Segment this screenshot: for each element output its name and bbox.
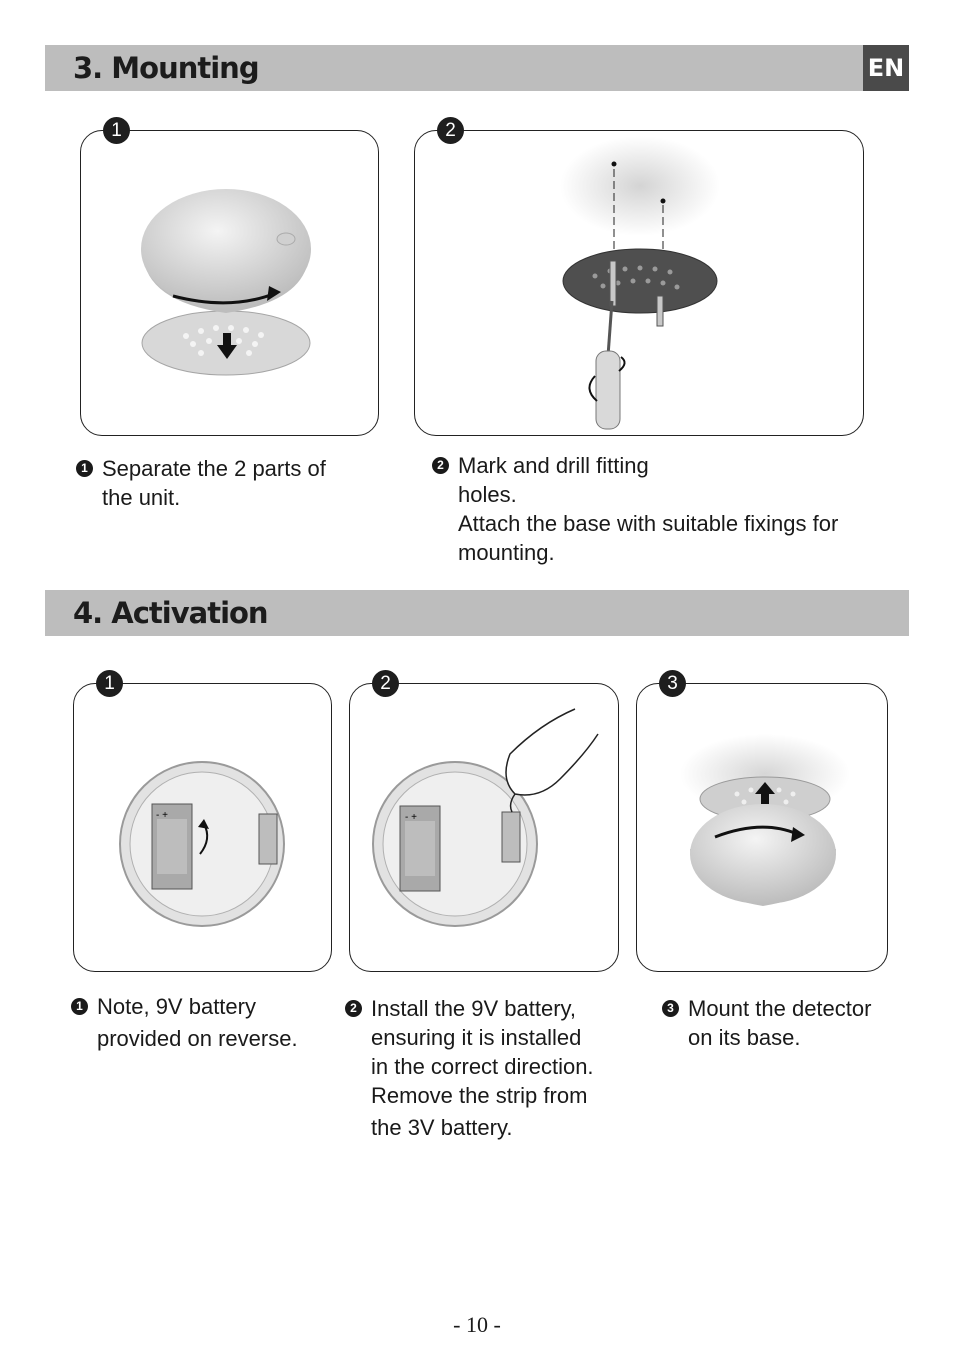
caption-line: ensuring it is installed xyxy=(371,1025,582,1050)
caption-line: Separate the 2 parts of xyxy=(102,456,326,481)
section-title-activation: 4. Activation xyxy=(73,596,268,630)
section-header-mounting xyxy=(45,45,909,91)
battery-compartment-illustration xyxy=(74,684,331,971)
caption-line: Mount the detector xyxy=(688,996,872,1021)
step-number-badge: 1 xyxy=(103,117,130,144)
step-marker: 2 xyxy=(345,1000,362,1017)
caption-line: Attach the base with suitable fixings for xyxy=(458,511,839,536)
svg-text:- +: - + xyxy=(156,810,168,821)
step-number-badge: 3 xyxy=(659,670,686,697)
caption-line: Note, 9V battery xyxy=(97,994,256,1019)
section-title-mounting: 3. Mounting xyxy=(73,51,259,85)
activation-step-3-caption xyxy=(662,994,871,1052)
detector-separate-base-illustration xyxy=(81,131,378,435)
caption-line: Mark and drill fitting xyxy=(458,453,649,478)
caption-line: Install the 9V battery, xyxy=(371,996,577,1021)
step-marker: 2 xyxy=(432,457,449,474)
caption-line: provided on reverse. xyxy=(97,1026,298,1051)
activation-step-1-panel xyxy=(73,673,332,972)
step-number-badge: 2 xyxy=(437,117,464,144)
step-marker: 1 xyxy=(76,460,93,477)
mounting-step-1-panel xyxy=(80,120,379,436)
activation-step-2-panel xyxy=(349,673,619,972)
hand-pulling-strip-illustration xyxy=(350,684,618,971)
step-number-badge: 2 xyxy=(372,670,399,697)
step-marker: 1 xyxy=(71,998,88,1015)
step-marker: 3 xyxy=(662,1000,679,1017)
caption-line: the 3V battery. xyxy=(371,1115,513,1140)
page-number: - 10 - xyxy=(453,1312,501,1337)
language-badge: EN xyxy=(863,45,909,91)
caption-line: Remove the strip from xyxy=(371,1083,588,1108)
step-number-badge: 1 xyxy=(96,670,123,697)
caption-line: in the correct direction. xyxy=(371,1054,594,1079)
caption-line: mounting. xyxy=(458,540,555,565)
caption-line: holes. xyxy=(458,482,517,507)
activation-step-1-caption xyxy=(71,992,298,1053)
activation-step-2-caption xyxy=(345,994,594,1142)
svg-text:- +: - + xyxy=(405,812,417,823)
mounting-step-2-panel xyxy=(414,120,864,436)
section-header-activation xyxy=(45,590,909,636)
caption-line: the unit. xyxy=(102,485,181,510)
mounting-step-1-caption xyxy=(76,454,326,512)
caption-line: on its base. xyxy=(688,1025,801,1050)
base-screwdriver-ceiling-illustration xyxy=(415,131,863,435)
detector-mount-base-illustration xyxy=(637,684,887,971)
activation-step-3-panel xyxy=(636,673,888,972)
mounting-step-2-caption xyxy=(432,451,838,567)
